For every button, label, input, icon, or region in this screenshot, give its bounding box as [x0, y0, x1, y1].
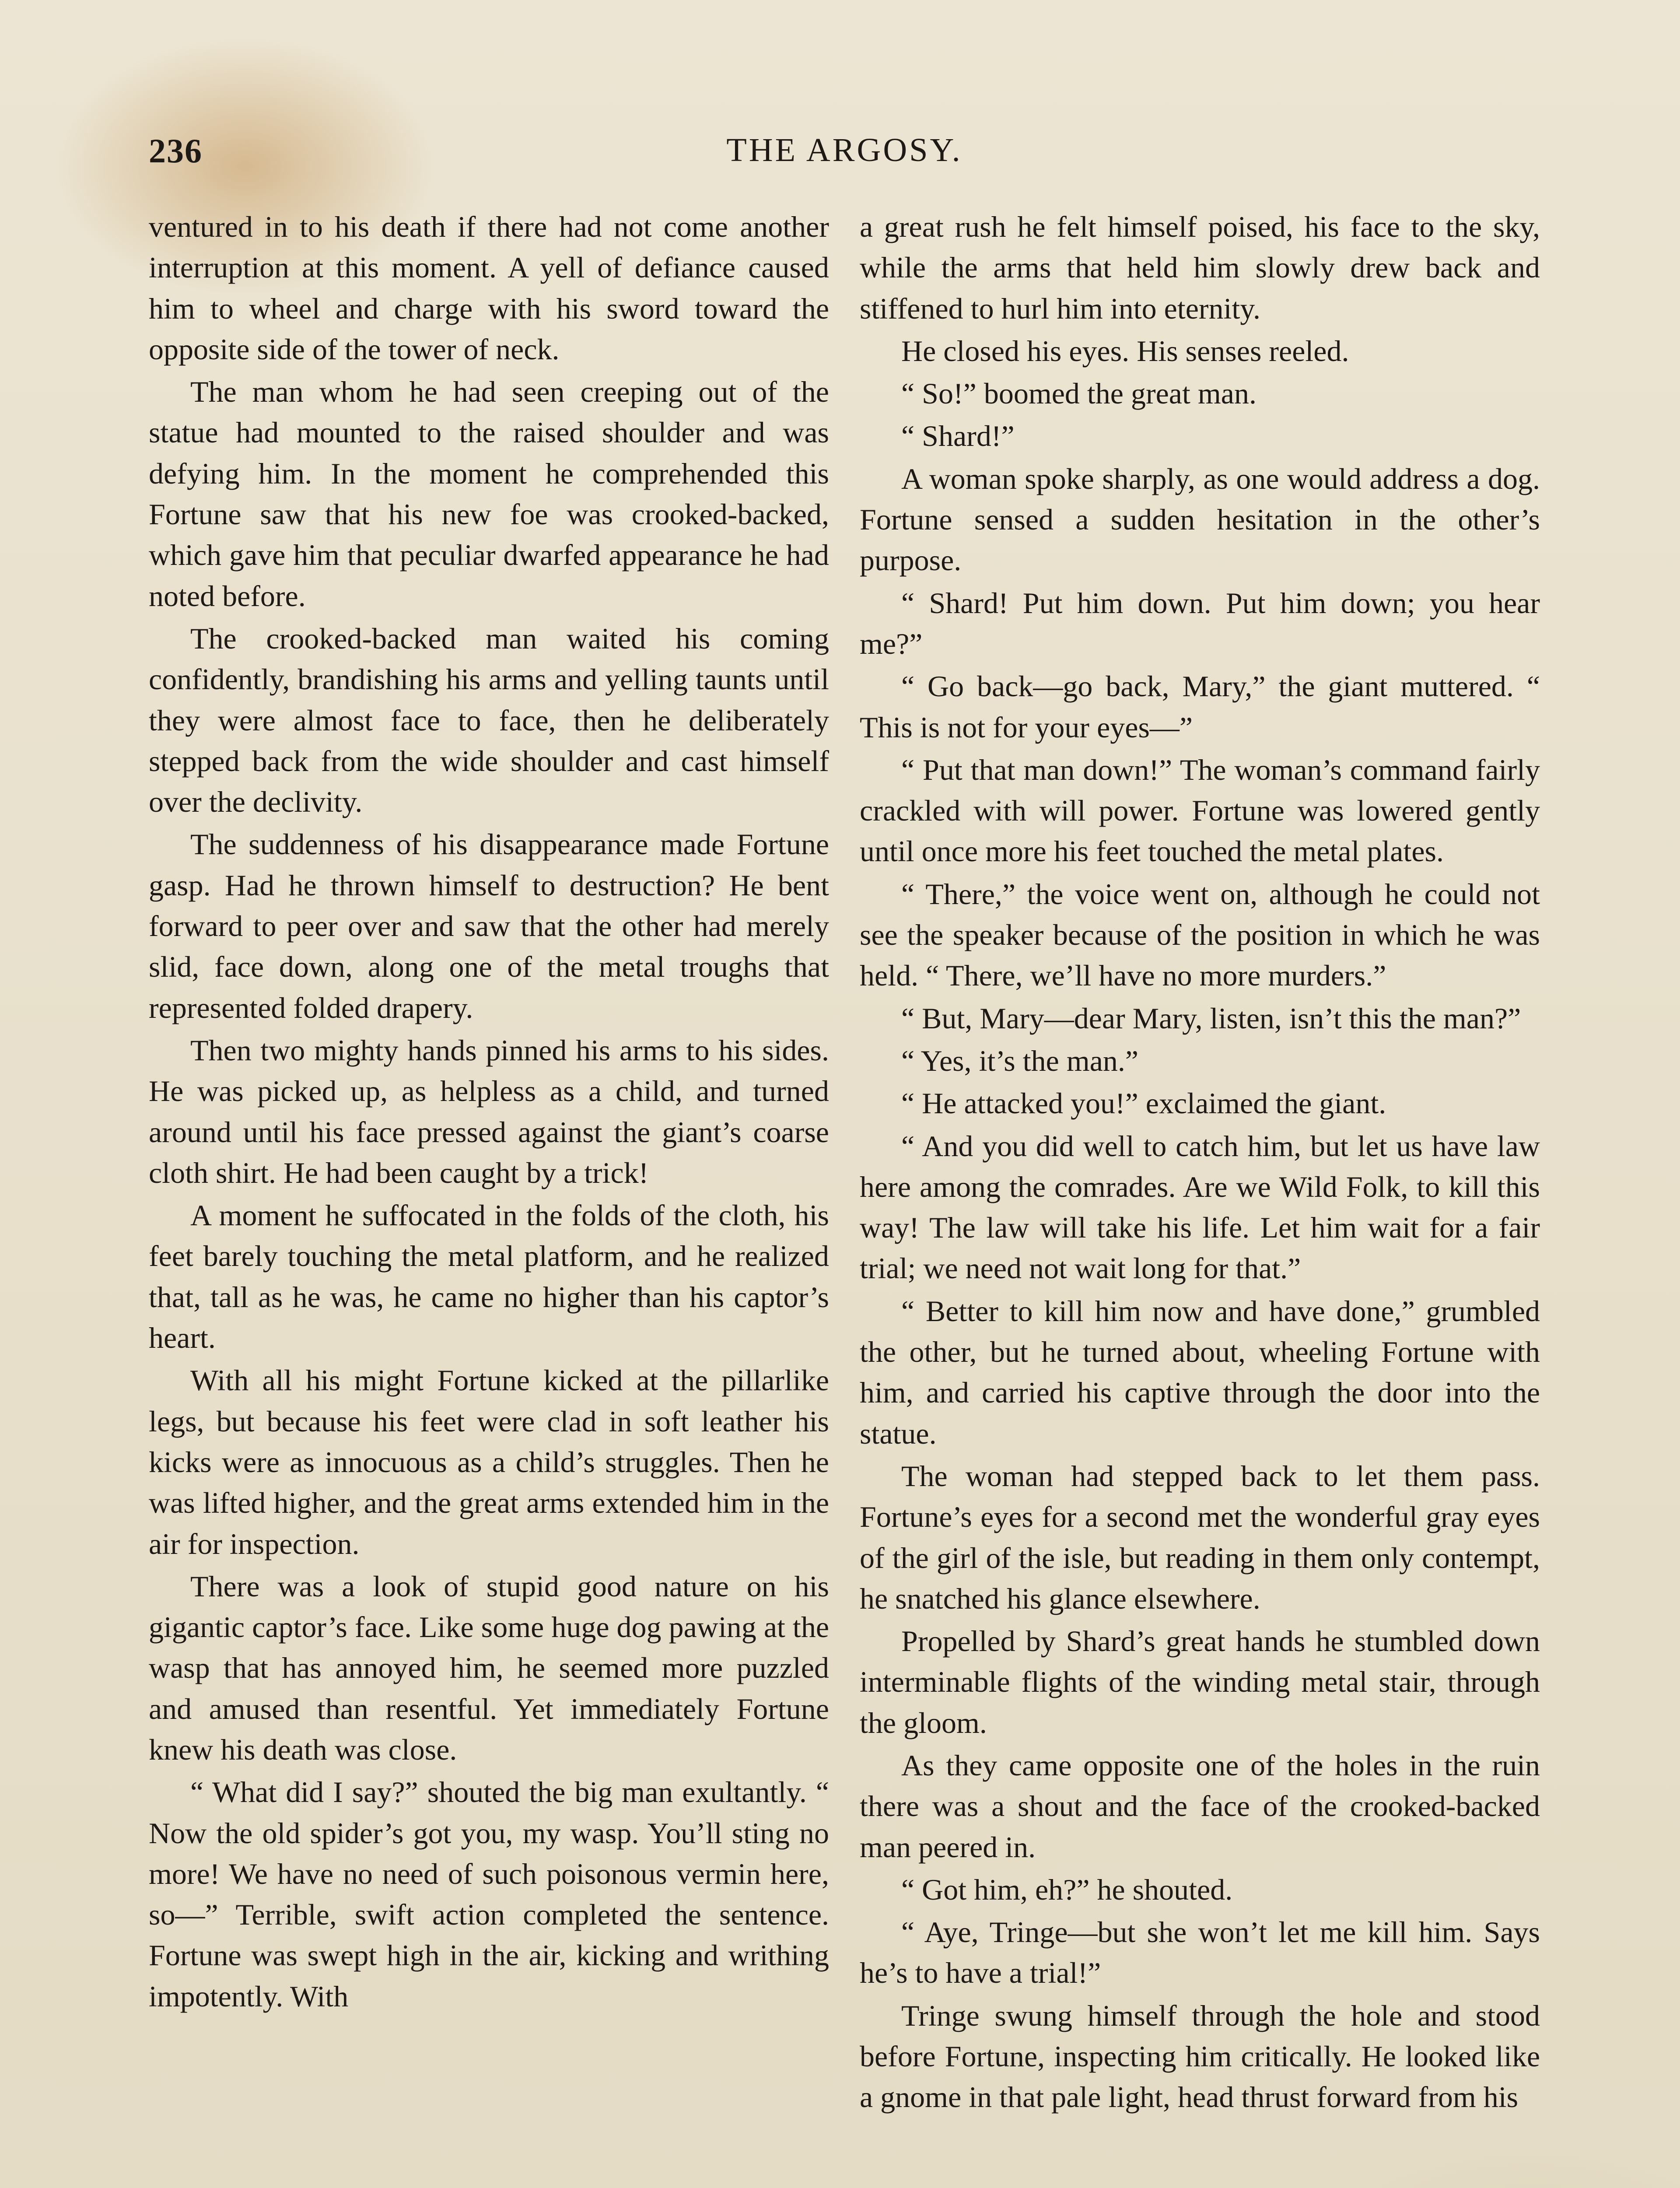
paragraph: As they came opposite one of the holes in the ruin there was a shout and the face of the crooked-backed man peered in. [860, 1748, 1540, 1864]
paragraph: Then two mighty hands pinned his arms to his sides. He was picked up, as helpless as a child, and turned around until his face pressed against the giant’s coarse cloth shirt. He had been caught by a trick! [149, 1033, 829, 1189]
left-column [149, 207, 829, 2019]
page-header [149, 131, 1540, 179]
paragraph: ventured in to his death if there had not come another interruption at this moment. A yell of defiance caused him to wheel and charge with his sword toward the opposite side of the tower of neck. [149, 210, 829, 366]
paragraph: “ Put that man down!” The woman’s command fairly crackled with will power. Fortune was lowered gently until once more his feet touched the metal plates. [860, 753, 1540, 868]
paragraph: “ Shard! Put him down. Put him down; you hear me?” [860, 586, 1540, 660]
paragraph: “ Go back—go back, Mary,” the giant muttered. “ This is not for your eyes—” [860, 670, 1540, 744]
paragraph: A moment he suffocated in the folds of the cloth, his feet barely touching the metal platform, and he realized that, tall as he was, he came no higher than his captor’s heart. [149, 1199, 829, 1355]
paragraph: “ And you did well to catch him, but let us have law here among the comrades. Are we Wild Folk, to kill this way! The law will take his life. Let him wait for a fair trial; we need not wait long for that.” [860, 1129, 1540, 1285]
paragraph: “ So!” boomed the great man. [901, 377, 1256, 410]
paragraph: The woman had stepped back to let them pass. Fortune’s eyes for a second met the wonderful gray eyes of the girl of the isle, but reading in them only contempt, he snatched his glance elsewhere. [860, 1459, 1540, 1615]
paragraph: Propelled by Shard’s great hands he stumbled down interminable flights of the winding metal stair, through the gloom. [860, 1624, 1540, 1739]
right-column [860, 207, 1540, 2120]
paragraph: “ But, Mary—dear Mary, listen, isn’t this the man?” [901, 1001, 1521, 1035]
paragraph: The man whom he had seen creeping out of the statue had mounted to the raised shoulder and was defying him. In the moment he comprehended this Fortune saw that his new foe was crooked-backed, which gave him that peculiar dwarfed appearance he had noted before. [149, 375, 829, 613]
paragraph: “ There,” the voice went on, although he could not see the speaker because of the position in which he was held. “ There, we’ll have no more murders.” [860, 877, 1540, 992]
paragraph: “ What did I say?” shouted the big man exultantly. “ Now the old spider’s got you, my wasp. You’ll sting no more! We have no need of such poisonous vermin here, so—” Terrible, swift action completed the sentence. Fortune was swept high in the air, kicking and writhing impotently. With [149, 1775, 829, 2013]
paragraph: Tringe swung himself through the hole and stood before Fortune, inspecting him critically. He looked like a gnome in that pale light, head thrust forward from his [860, 1999, 1540, 2114]
paragraph: With all his might Fortune kicked at the pillarlike legs, but because his feet were clad in soft leather his kicks were as innocuous as a child’s struggles. Then he was lifted higher, and the great arms extended him in the air for inspection. [149, 1364, 829, 1560]
paragraph: The crooked-backed man waited his coming confidently, brandishing his arms and yelling taunts until they were almost face to face, then he deliberately stepped back from the wide shoulder and cast himself over the declivity. [149, 621, 829, 819]
paragraph: “ Yes, it’s the man.” [901, 1044, 1139, 1077]
page-number: 236 [149, 132, 203, 170]
paragraph: “ Better to kill him now and have done,” grumbled the other, but he turned about, wheeling Fortune with him, and carried his captive through the door into the statue. [860, 1294, 1540, 1450]
paragraph: a great rush he felt himself poised, his face to the sky, while the arms that held him slowly drew back and stiffened to hurl him into eternity. [860, 210, 1540, 325]
paragraph: “ He attacked you!” exclaimed the giant. [901, 1087, 1386, 1120]
paragraph: “ Got him, eh?” he shouted. [901, 1872, 1233, 1906]
running-head: THE ARGOSY. [726, 132, 962, 168]
paragraph: “ Aye, Tringe—but she won’t let me kill him. Says he’s to have a trial!” [860, 1915, 1540, 1990]
paragraph: He closed his eyes. His senses reeled. [901, 334, 1349, 368]
paragraph: A woman spoke sharply, as one would address a dog. Fortune sensed a sudden hesitation in the other’s purpose. [860, 462, 1540, 577]
paragraph: The suddenness of his disappearance made Fortune gasp. Had he thrown himself to destruction? He bent forward to peer over and saw that the other had merely slid, face down, along one of the metal troughs that represented folded drapery. [149, 828, 829, 1024]
paragraph: “ Shard!” [901, 419, 1015, 453]
paragraph: There was a look of stupid good nature on his gigantic captor’s face. Like some huge dog pawing at the wasp that has annoyed him, he seemed more puzzled and amused than resentful. Yet immediately Fortune knew his death was close. [149, 1569, 829, 1766]
